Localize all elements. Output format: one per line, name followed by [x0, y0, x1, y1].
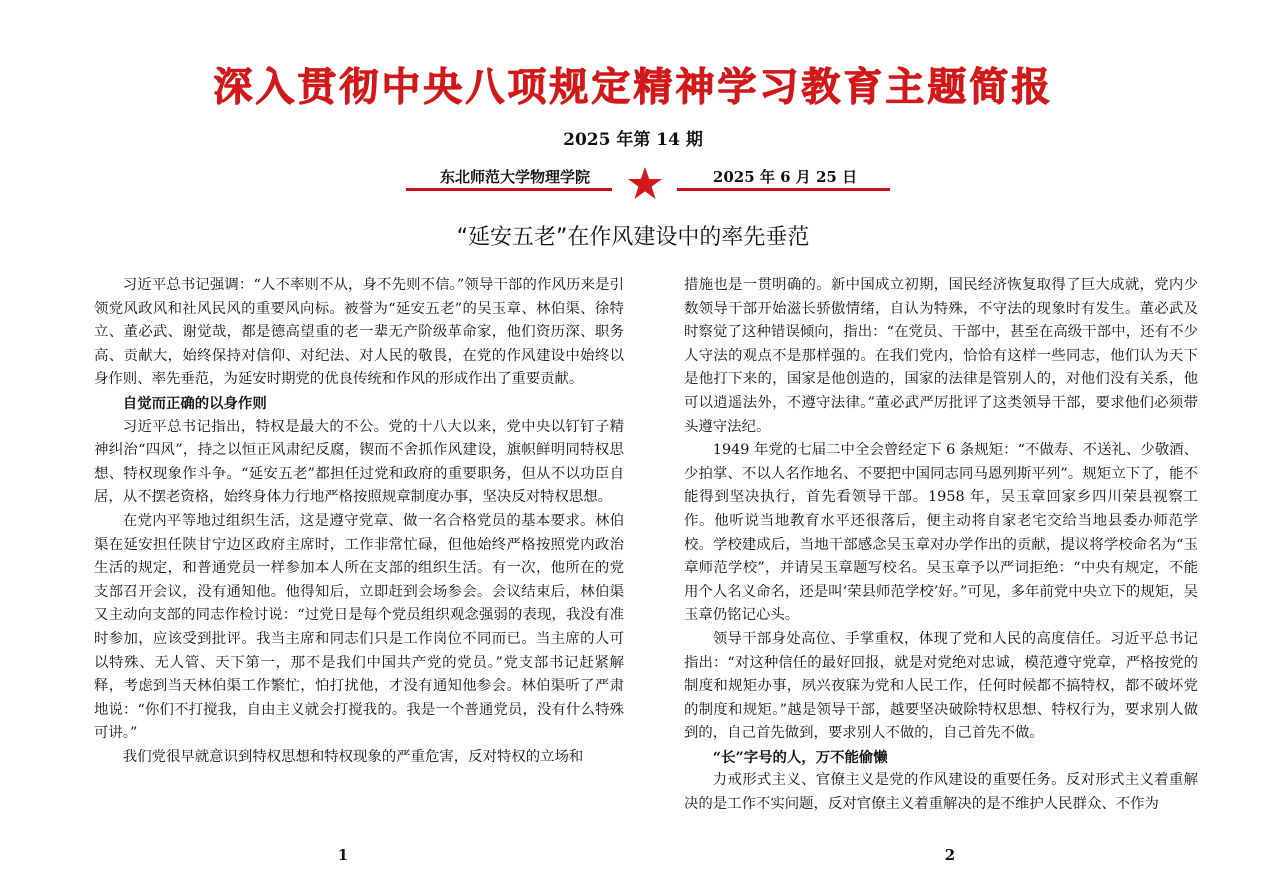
organization-name: 东北师范大学物理学院: [439, 168, 590, 186]
paragraph: 习近平总书记指出，特权是最大的不公。党的十八大以来，党中央以钉钉子精神纠治“四风”，持之以恒正风肃纪反腐，锲而不舍抓作风建设，旗帜鲜明同特权思想、特权现象作斗争。“延安五老”都担任过党和政府的重要职务，但从不以功臣自居，从不摆老资格，始终身体力行地严格按照规章制度办事，坚决反对特权思想。: [94, 418, 624, 506]
issue-number: 2025 年第 14 期: [563, 130, 703, 150]
masthead-title: 深入贯彻中央八项规定精神学习教育主题简报: [212, 65, 1053, 110]
section-heading: “长”字号的人，万不能偷懒: [712, 748, 888, 766]
paragraph: 我们党很早就意识到特权思想和特权现象的严重危害，反对特权的立场和: [122, 748, 584, 765]
left-column: [94, 274, 624, 769]
paragraph: 在党内平等地过组织生活，这是遵守党章、做一名合格党员的基本要求。林伯渠在延安担任陕甘宁边区政府主席时，工作非常忙碌，但他始终严格按照党内政治生活的规定，和普通党员一样参加本人所在支部的组织生活。有一次，他所在的党支部召开会议，没有通知他。他得知后，立即赶到会场参会。会议结束后，林伯渠又主动向支部的同志作检讨说：“过党日是每个党员组织观念强弱的表现，我没有准时参加，应该受到批评。我当主席和同志们只是工作岗位不同而已。当主席的人可以特殊、无人管、天下第一，那不是我们中国共产党的党员。”党支部书记赶紧解释，考虑到当天林伯渠工作繁忙，怕打扰他，才没有通知他参会。林伯渠听了严肃地说：“你们不打搅我，自由主义就会打搅我的。我是一个普通党员，没有什么特殊可讲。”: [94, 512, 624, 742]
article-title: “延安五老”在作风建设中的率先垂范: [456, 225, 810, 250]
publish-date: 2025 年 6 月 25 日: [712, 168, 858, 186]
paragraph: 1949 年党的七届二中全会曾经定下 6 条规矩：“不做寿、不送礼、少敬酒、少拍掌、不以人名作地名、不要把中国同志同马恩列斯平列”。规矩立下了，能不能得到坚决执行，首先看领导干部。1958 年，吴玉章回家乡四川荣县视察工作。他听说当地教育水平还很落后，便主动将自家老宅交给当地县委办师范学校。学校建成后，当地干部感念吴玉章对办学作出的贡献，提议将学校命名为“玉章师范学校”，并请吴玉章题写校名。吴玉章予以严词拒绝：“中央有规定，不能用个人名义命名，还是叫‘荣县师范学校’好。”可见，多年前党中央立下的规矩，吴玉章仍铭记心头。: [684, 442, 1198, 624]
right-column: [684, 274, 1198, 817]
page-number-right: 2: [944, 846, 956, 864]
divider-left: [406, 188, 612, 191]
paragraph: 措施也是一贯明确的。新中国成立初期，国民经济恢复取得了巨大成就，党内少数领导干部开始滋长骄傲情绪，自认为特殊，不守法的现象时有发生。董必武及时察觉了这种错误倾向，指出：“在党员、干部中，甚至在高级干部中，还有不少人守法的观点不是那样强的。在我们党内，恰恰有这样一些同志，他们认为天下是他打下来的，国家是他创造的，国家的法律是管别人的，对他们没有关系，他可以逍遥法外，不遵守法律。”董必武严厉批评了这类领导干部，要求他们必须带头遵守法纪。: [684, 277, 1198, 435]
page-number-left: 1: [337, 846, 349, 864]
divider-right: [677, 188, 890, 191]
paragraph: 力戒形式主义、官僚主义是党的作风建设的重要任务。反对形式主义着重解决的是工作不实问题，反对官僚主义着重解决的是不维护人民群众、不作为: [684, 772, 1198, 813]
red-star-icon: [627, 166, 663, 200]
section-heading: 自觉而正确的以身作则: [122, 394, 267, 412]
paragraph: 习近平总书记强调：“人不率则不从，身不先则不信。”领导干部的作风历来是引领党风政风和社风民风的重要风向标。被誉为“延安五老”的吴玉章、林伯渠、徐特立、董必武、谢觉哉，都是德高望重的老一辈无产阶级革命家，他们资历深、职务高、贡献大，始终保持对信仰、对纪法、对人民的敬畏，在党的作风建设中始终以身作则、率先垂范，为延安时期党的优良传统和作风的形成作出了重要贡献。: [94, 277, 624, 388]
paragraph: 领导干部身处高位、手掌重权，体现了党和人民的高度信任。习近平总书记指出：“对这种信任的最好回报，就是对党绝对忠诚，模范遵守党章，严格按党的制度和规矩办事，夙兴夜寐为党和人民工作，任何时候都不搞特权，都不破坏党的制度和规矩。”越是领导干部，越要坚决破除特权思想、特权行为，要求别人做到的，自己首先做到，要求别人不做的，自己首先不做。: [684, 630, 1198, 742]
